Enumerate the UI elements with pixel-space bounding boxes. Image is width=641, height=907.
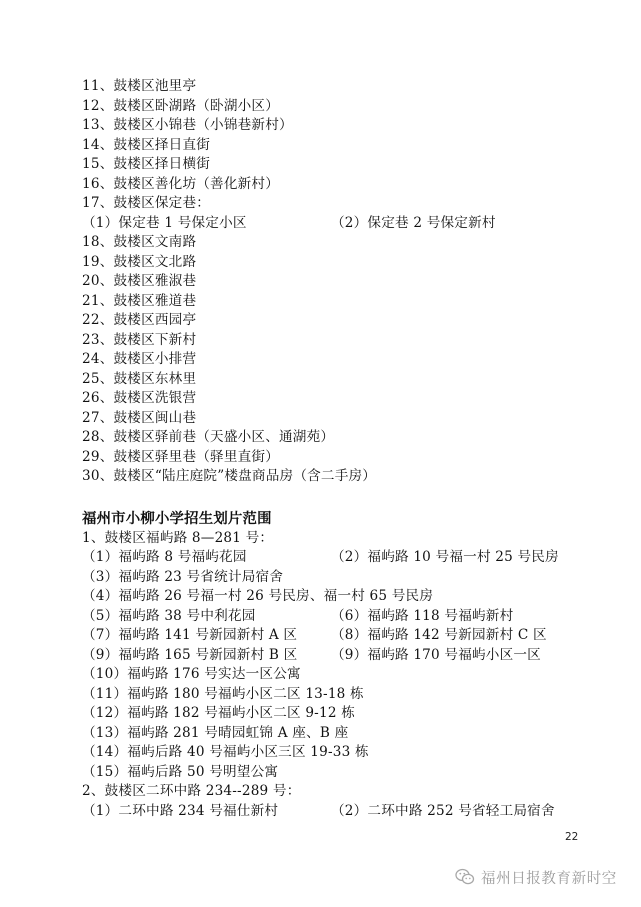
sub-item: （4）福屿路 26 号福一村 26 号民房、福一村 65 号民房	[82, 588, 434, 604]
list-item: 24、鼓楼区小排营	[82, 351, 197, 367]
list-item: 23、鼓楼区下新村	[82, 332, 197, 348]
sub-item: （11）福屿路 180 号福屿小区二区 13-18 栋	[82, 686, 364, 702]
watermark-text: 福州日报教育新时空	[481, 870, 617, 887]
list-item: 14、鼓楼区择日直街	[82, 137, 211, 153]
list-item: 18、鼓楼区文南路	[82, 234, 197, 250]
list-item: 30、鼓楼区“陆庄庭院”楼盘商品房（含二手房）	[82, 468, 377, 484]
list-item: 26、鼓楼区洗银营	[82, 390, 197, 406]
sub-item: （1）福屿路 8 号福屿花园	[82, 549, 247, 565]
section-heading: 福州市小柳小学招生划片范围	[82, 510, 272, 527]
sub-item: （12）福屿路 182 号福屿小区二区 9-12 栋	[82, 705, 355, 721]
sub-item: （1）保定巷 1 号保定小区	[82, 215, 247, 231]
list-item: 12、鼓楼区卧湖路（卧湖小区）	[82, 98, 280, 114]
watermark	[455, 866, 617, 888]
list-item: 19、鼓楼区文北路	[82, 254, 197, 270]
sub-item: （15）福屿后路 50 号明望公寓	[82, 764, 279, 780]
list-item: 2、鼓楼区二环中路 234--289 号：	[82, 783, 301, 799]
list-item: 22、鼓楼区西园亭	[82, 312, 197, 328]
list-item: 17、鼓楼区保定巷：	[82, 195, 211, 211]
list-item: 29、鼓楼区驿里巷（驿里直街）	[82, 449, 280, 465]
list-item: 11、鼓楼区池里亭	[82, 78, 197, 94]
list-item: 27、鼓楼区闽山巷	[82, 410, 197, 426]
sub-item: （9）福屿路 170 号福屿小区一区	[331, 647, 541, 663]
sub-item: （1）二环中路 234 号福仕新村	[82, 803, 279, 819]
list-item: 15、鼓楼区择日横街	[82, 156, 211, 172]
list-item: 28、鼓楼区驿前巷（天盛小区、通湖苑）	[82, 429, 335, 445]
sub-item: （10）福屿路 176 号实达一区公寓	[82, 666, 301, 682]
wechat-icon	[455, 868, 475, 886]
page-number: 22	[565, 831, 579, 843]
sub-item: （14）福屿后路 40 号福屿小区三区 19-33 栋	[82, 744, 369, 760]
sub-item: （2）福屿路 10 号福一村 25 号民房	[331, 549, 559, 565]
list-item: 13、鼓楼区小锦巷（小锦巷新村）	[82, 117, 293, 133]
sub-item: （2）保定巷 2 号保定新村	[331, 215, 496, 231]
list-item: 1、鼓楼区福屿路 8—281 号：	[82, 530, 274, 546]
sub-item: （2）二环中路 252 号省轻工局宿舍	[331, 803, 555, 819]
list-item: 16、鼓楼区善化坊（善化新村）	[82, 176, 280, 192]
list-item: 20、鼓楼区雅淑巷	[82, 273, 197, 289]
sub-item: （3）福屿路 23 号省统计局宿舍	[82, 569, 284, 585]
sub-item: （7）福屿路 141 号新园新村 A 区	[82, 627, 298, 643]
sub-item: （13）福屿路 281 号晴园虹锦 A 座、B 座	[82, 725, 349, 741]
sub-item: （5）福屿路 38 号中利花园	[82, 608, 256, 624]
list-item: 25、鼓楼区东林里	[82, 371, 197, 387]
sub-item: （8）福屿路 142 号新园新村 C 区	[331, 627, 547, 643]
sub-item: （6）福屿路 118 号福屿新村	[331, 608, 514, 624]
sub-item: （9）福屿路 165 号新园新村 B 区	[82, 647, 298, 663]
list-item: 21、鼓楼区雅道巷	[82, 293, 197, 309]
